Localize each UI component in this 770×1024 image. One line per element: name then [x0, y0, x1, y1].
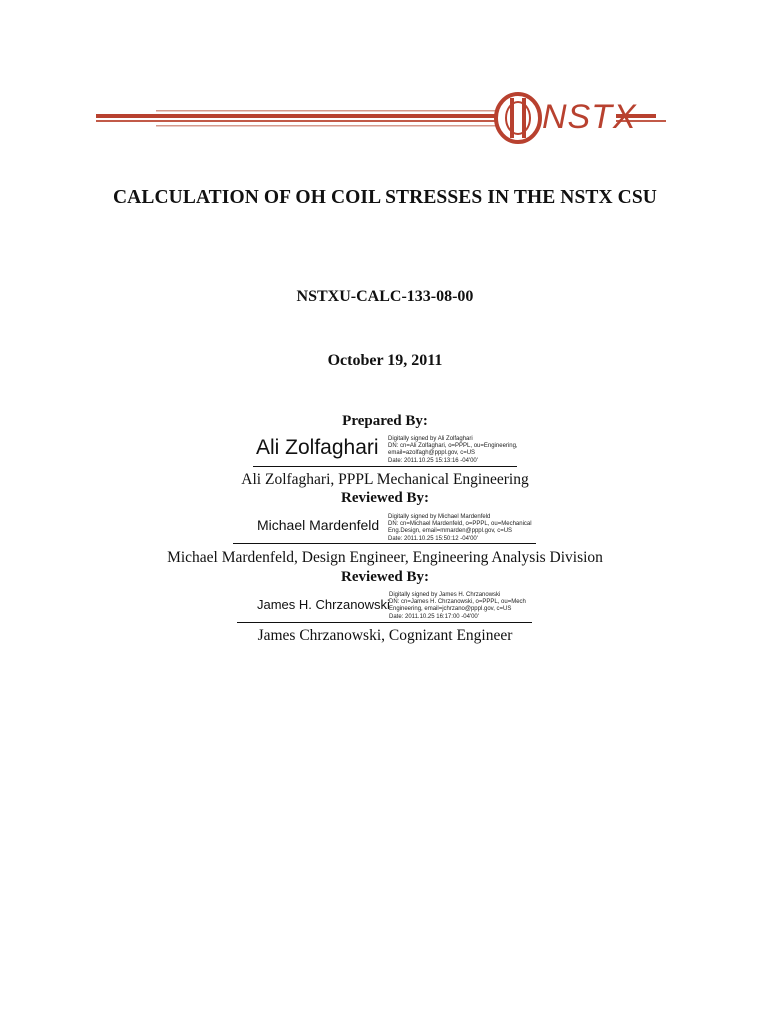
signature-rule: [253, 466, 517, 467]
sig-line: DN: cn=James H. Chrzanowski, o=PPPL, ou=Mech: [389, 599, 526, 606]
signature-details: [389, 592, 526, 621]
signature-details: [388, 514, 532, 543]
sig-line: email=azolfagh@pppl.gov, c=US: [388, 450, 476, 457]
reviewer1-name: Michael Mardenfeld, Design Engineer, Engineering Analysis Division: [167, 549, 603, 566]
reviewed-by-label: Reviewed By:: [341, 490, 429, 506]
sig-line: Date: 2011.10.25 16:17:00 -04'00': [389, 613, 479, 620]
preparer-name: Ali Zolfaghari, PPPL Mechanical Engineering: [241, 471, 529, 488]
sig-line: Engineering, email=jchrzano@pppl.gov, c=US: [389, 606, 512, 613]
sig-line: Date: 2011.10.25 15:50:12 -04'00': [388, 535, 478, 542]
sig-line: Date: 2011.10.25 15:13:16 -04'00': [388, 457, 478, 464]
sig-line: Digitally signed by James H. Chrzanowski: [389, 592, 501, 598]
nstx-logo-banner: [96, 88, 676, 148]
reviewed-by-label: Reviewed By:: [341, 569, 429, 585]
sig-line: DN: cn=Ali Zolfaghari, o=PPPL, ou=Engineering,: [388, 443, 518, 450]
signature-name: Ali Zolfaghari: [256, 436, 379, 459]
signature-rule: [237, 622, 532, 623]
signature-name: Michael Mardenfeld: [257, 517, 380, 533]
document-date: October 19, 2011: [327, 352, 443, 369]
reviewer2-name: James Chrzanowski, Cognizant Engineer: [257, 627, 513, 644]
logo-text: NSTX: [542, 98, 637, 136]
document-number: NSTXU-CALC-133-08-00: [296, 288, 474, 305]
sig-line: Digitally signed by Michael Mardenfeld: [388, 514, 491, 520]
document-title: CALCULATION OF OH COIL STRESSES IN THE NSTX CSU: [113, 187, 657, 208]
signature-details: [388, 436, 518, 465]
sig-line: Eng.Design, email=mmarden@pppl.gov, c=US: [388, 528, 513, 535]
sig-line: Digitally signed by Ali Zolfaghari: [388, 436, 473, 442]
signature-name: James H. Chrzanowski: [257, 597, 390, 612]
prepared-by-label: Prepared By:: [342, 413, 428, 429]
signature-rule: [233, 543, 536, 544]
sig-line: DN: cn=Michael Mardenfeld, o=PPPL, ou=Mechanical: [388, 521, 532, 528]
